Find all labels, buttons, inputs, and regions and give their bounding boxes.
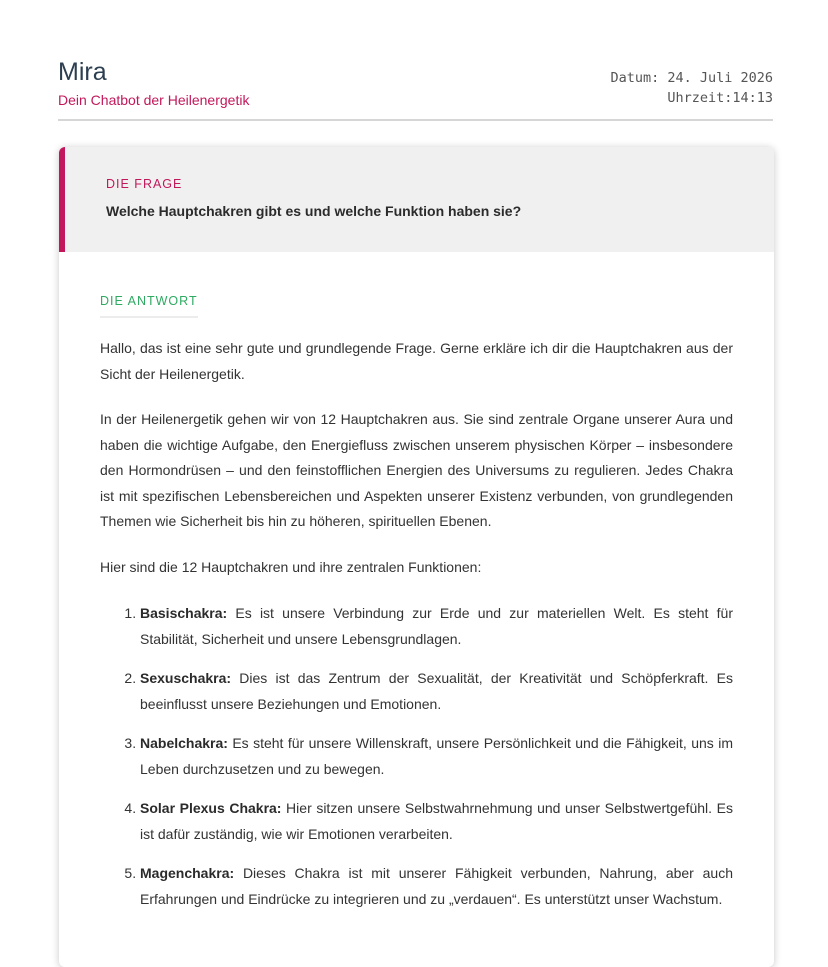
- qa-card: [59, 147, 774, 967]
- answer-section: [100, 292, 733, 926]
- list-item: [140, 796, 733, 847]
- chakra-description: Hier sitzen unsere Selbstwahrnehmung und unser Selbstwertgefühl. Es ist dafür zuständig, wie wir Emotionen verarbeiten.: [140, 800, 733, 842]
- chakra-list: [100, 601, 733, 912]
- question-section: [59, 147, 774, 252]
- date-time-block: [610, 68, 773, 108]
- app-title: Mira: [58, 58, 107, 86]
- app-subtitle: Dein Chatbot der Heilenergetik: [58, 92, 250, 108]
- list-item: [140, 731, 733, 782]
- date-label: Datum: 24. Juli 2026: [610, 70, 773, 86]
- chakra-description: Dies ist das Zentrum der Sexualität, der Kreativität und Schöpferkraft. Es beeinflusst unsere Beziehungen und Emotionen.: [140, 670, 733, 712]
- answer-paragraph: In der Heilenergetik gehen wir von 12 Hauptchakren aus. Sie sind zentrale Organe unserer Aura und haben die wichtige Aufgabe, den Energiefluss zwischen unserem physischen Körper – insbesondere den Hormondrüsen – und den feinstofflichen Energien des Universums zu regulieren. Jedes Chakra ist mit spezifischen Lebensbereichen und Aspekten unserer Existenz verbunden, von grundlegenden Themen wie Sicherheit bis hin zu höheren, spirituellen Ebenen.: [100, 411, 733, 529]
- list-item: [140, 861, 733, 912]
- chakra-name: Nabelchakra:: [140, 735, 228, 751]
- question-label: DIE FRAGE: [106, 177, 183, 191]
- list-item: [140, 601, 733, 652]
- chakra-description: Dieses Chakra ist mit unserer Fähigkeit verbunden, Nahrung, aber auch Erfahrungen und Eindrücke zu integrieren und zu „verdauen“. Es unterstützt unser Wachstum.: [140, 865, 733, 907]
- time-label: Uhrzeit:14:13: [667, 90, 773, 106]
- chakra-name: Solar Plexus Chakra:: [140, 800, 282, 816]
- chakra-name: Sexuschakra:: [140, 670, 232, 686]
- page-header: [58, 58, 773, 121]
- list-item: [140, 666, 733, 717]
- chakra-description: Es ist unsere Verbindung zur Erde und zur materiellen Welt. Es steht für Stabilität, Sicherheit und unsere Lebensgrundlagen.: [140, 605, 733, 647]
- chakra-name: Basischakra:: [140, 605, 228, 621]
- chakra-name: Magenchakra:: [140, 865, 235, 881]
- answer-paragraph: Hallo, das ist eine sehr gute und grundlegende Frage. Gerne erkläre ich dir die Hauptchakren aus der Sicht der Heilenergetik.: [100, 340, 733, 382]
- answer-label: DIE ANTWORT: [100, 294, 198, 318]
- question-text: Welche Hauptchakren gibt es und welche Funktion haben sie?: [106, 203, 522, 219]
- chakra-description: Es steht für unsere Willenskraft, unsere Persönlichkeit und die Fähigkeit, uns im Leben durchzusetzen und zu bewegen.: [140, 735, 733, 777]
- answer-paragraph: Hier sind die 12 Hauptchakren und ihre zentralen Funktionen:: [100, 558, 482, 575]
